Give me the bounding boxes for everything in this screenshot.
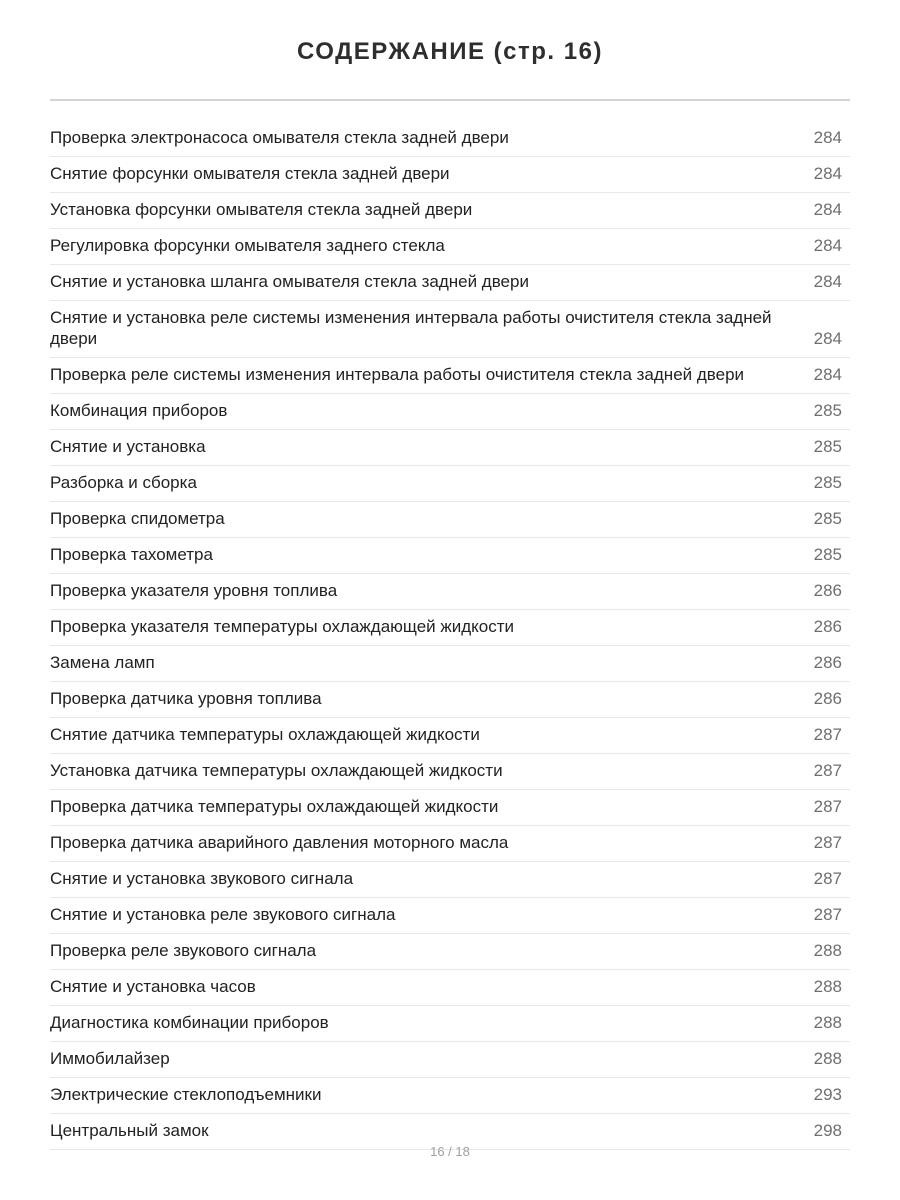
- toc-entry-title[interactable]: Снятие и установка часов: [50, 977, 256, 996]
- toc-entry[interactable]: [50, 646, 850, 682]
- toc-entry[interactable]: [50, 157, 850, 193]
- toc-entry[interactable]: [50, 430, 850, 466]
- toc-entry-page-number[interactable]: 298: [813, 1121, 842, 1140]
- toc-entry-page-number[interactable]: 287: [813, 905, 842, 924]
- toc-entry-title[interactable]: Электрические стеклоподъемники: [50, 1085, 322, 1104]
- toc-list: [50, 121, 850, 1150]
- toc-entry-title[interactable]: Снятие датчика температуры охлаждающей жидкости: [50, 725, 480, 744]
- title-divider: [50, 99, 850, 101]
- toc-entry-page-number[interactable]: 285: [813, 437, 842, 456]
- toc-entry[interactable]: [50, 121, 850, 157]
- toc-entry-page-number[interactable]: 288: [813, 977, 842, 996]
- toc-entry-title[interactable]: Комбинация приборов: [50, 401, 228, 420]
- toc-entry[interactable]: [50, 790, 850, 826]
- toc-entry-title[interactable]: Диагностика комбинации приборов: [50, 1013, 329, 1032]
- toc-entry-page-number[interactable]: 293: [813, 1085, 842, 1104]
- toc-entry-page-number[interactable]: 288: [813, 941, 842, 960]
- page-indicator: 16 / 18: [430, 1144, 470, 1159]
- toc-entry-page-number[interactable]: 285: [813, 545, 842, 564]
- toc-entry-title[interactable]: Замена ламп: [50, 653, 155, 672]
- toc-entry[interactable]: [50, 502, 850, 538]
- toc-entry-page-number[interactable]: 284: [813, 236, 842, 255]
- toc-entry[interactable]: [50, 1078, 850, 1114]
- toc-entry[interactable]: [50, 1042, 850, 1078]
- toc-entry-page-number[interactable]: 286: [813, 617, 842, 636]
- toc-entry-page-number[interactable]: 287: [813, 869, 842, 888]
- toc-entry-page-number[interactable]: 286: [813, 581, 842, 600]
- toc-entry-page-number[interactable]: 288: [813, 1049, 842, 1068]
- toc-entry[interactable]: [50, 754, 850, 790]
- toc-entry[interactable]: [50, 610, 850, 646]
- toc-entry-title[interactable]: Снятие форсунки омывателя стекла задней двери: [50, 164, 450, 183]
- toc-entry[interactable]: [50, 1006, 850, 1042]
- toc-entry-title[interactable]: Разборка и сборка: [50, 473, 197, 492]
- toc-entry-title[interactable]: Снятие и установка шланга омывателя стекла задней двери: [50, 272, 529, 291]
- toc-entry[interactable]: [50, 394, 850, 430]
- toc-entry-title[interactable]: Проверка спидометра: [50, 509, 225, 528]
- toc-entry-page-number[interactable]: 285: [813, 509, 842, 528]
- toc-entry[interactable]: [50, 682, 850, 718]
- toc-entry-title[interactable]: Проверка тахометра: [50, 545, 213, 564]
- toc-entry-page-number[interactable]: 287: [813, 761, 842, 780]
- toc-entry-title[interactable]: Снятие и установка звукового сигнала: [50, 869, 354, 888]
- toc-entry[interactable]: [50, 826, 850, 862]
- toc-entry[interactable]: [50, 301, 850, 358]
- toc-entry-page-number[interactable]: 284: [813, 164, 842, 183]
- toc-entry-title[interactable]: Проверка реле системы изменения интервала работы очистителя стекла задней двери: [50, 365, 745, 384]
- toc-entry-title[interactable]: Установка датчика температуры охлаждающей жидкости: [50, 761, 503, 780]
- toc-entry-page-number[interactable]: 286: [813, 653, 842, 672]
- toc-entry-title[interactable]: Центральный замок: [50, 1121, 209, 1140]
- toc-entry-title[interactable]: Регулировка форсунки омывателя заднего стекла: [50, 236, 445, 255]
- toc-entry-title[interactable]: Проверка реле звукового сигнала: [50, 941, 317, 960]
- toc-entry-page-number[interactable]: 287: [813, 797, 842, 816]
- toc-entry[interactable]: [50, 358, 850, 394]
- toc-entry-page-number[interactable]: 284: [813, 329, 842, 348]
- toc-entry[interactable]: [50, 898, 850, 934]
- page-title: СОДЕРЖАНИЕ (стр. 16): [297, 38, 603, 65]
- toc-entry-title[interactable]: Проверка датчика температуры охлаждающей жидкости: [50, 797, 499, 816]
- toc-entry-title[interactable]: Проверка датчика аварийного давления моторного масла: [50, 833, 509, 852]
- toc-entry-title[interactable]: Проверка указателя температуры охлаждающей жидкости: [50, 617, 515, 636]
- toc-entry-page-number[interactable]: 288: [813, 1013, 842, 1032]
- toc-entry-page-number[interactable]: 284: [813, 200, 842, 219]
- toc-entry-title[interactable]: Установка форсунки омывателя стекла задней двери: [50, 200, 473, 219]
- toc-entry-title[interactable]: Снятие и установка: [50, 437, 206, 456]
- toc-entry[interactable]: [50, 538, 850, 574]
- toc-entry[interactable]: [50, 193, 850, 229]
- toc-entry-title[interactable]: Снятие и установка реле системы изменения интервала работы очистителя стекла задней двери: [50, 308, 772, 348]
- toc-entry-title[interactable]: Снятие и установка реле звукового сигнала: [50, 905, 396, 924]
- toc-entry-page-number[interactable]: 284: [813, 365, 842, 384]
- toc-entry-page-number[interactable]: 286: [813, 689, 842, 708]
- toc-entry[interactable]: [50, 934, 850, 970]
- toc-entry-page-number[interactable]: 285: [813, 473, 842, 492]
- toc-entry-page-number[interactable]: 284: [813, 128, 842, 147]
- toc-entry-page-number[interactable]: 284: [813, 272, 842, 291]
- toc-entry[interactable]: [50, 229, 850, 265]
- toc-entry-title[interactable]: Проверка указателя уровня топлива: [50, 581, 338, 600]
- toc-entry[interactable]: [50, 718, 850, 754]
- toc-entry[interactable]: [50, 265, 850, 301]
- toc-entry[interactable]: [50, 862, 850, 898]
- toc-entry-title[interactable]: Проверка датчика уровня топлива: [50, 689, 322, 708]
- toc-entry[interactable]: [50, 574, 850, 610]
- toc-entry[interactable]: [50, 466, 850, 502]
- toc-entry-page-number[interactable]: 287: [813, 833, 842, 852]
- toc-entry[interactable]: [50, 970, 850, 1006]
- toc-entry-page-number[interactable]: 287: [813, 725, 842, 744]
- toc-entry-title[interactable]: Проверка электронасоса омывателя стекла задней двери: [50, 128, 509, 147]
- toc-entry-title[interactable]: Иммобилайзер: [50, 1049, 170, 1068]
- toc-entry-page-number[interactable]: 285: [813, 401, 842, 420]
